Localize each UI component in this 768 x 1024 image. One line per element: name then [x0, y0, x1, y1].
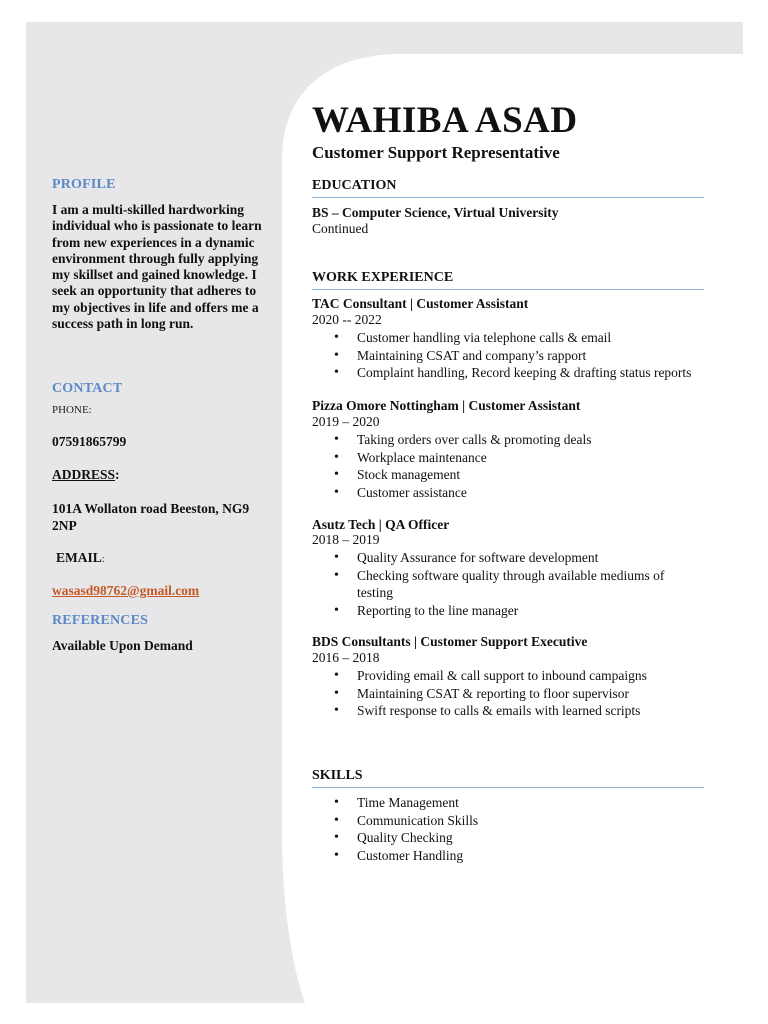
job-duties-list	[312, 667, 647, 720]
address-label-text: ADDRESS	[52, 467, 116, 482]
list-item: • Complaint handling, Record keeping & drafting status reports	[312, 364, 691, 382]
profile-text: I am a multi-skilled hardworking individual who is passionate to learn from new experiences in a dynamic environment through fully applying my skillset and gained knowledge. I seek an opportunity that adheres to my objectives in life and offers me a success path in long run.	[52, 202, 262, 332]
job-title-subtitle: Customer Support Representative	[312, 143, 560, 162]
job-title: Asutz Tech | QA Officer	[312, 517, 450, 532]
list-item: • Maintaining CSAT & reporting to floor supervisor	[312, 685, 647, 703]
job-title: BDS Consultants | Customer Support Executive	[312, 634, 588, 649]
email-label: EMAIL:	[56, 550, 105, 565]
job-title: TAC Consultant | Customer Assistant	[312, 296, 529, 311]
list-item: • Customer Handling	[312, 847, 478, 865]
skills-list	[312, 794, 478, 865]
list-item: • Providing email & call support to inbound campaigns	[312, 667, 647, 685]
references-heading: REFERENCES	[52, 613, 149, 628]
skills-heading: SKILLS	[312, 767, 704, 788]
work-experience-heading: WORK EXPERIENCE	[312, 269, 704, 290]
list-item: • Quality Assurance for software development	[312, 549, 712, 567]
list-item: • Stock management	[312, 466, 592, 484]
address-label: ADDRESS:	[52, 467, 120, 482]
address-value: 101A Wollaton road Beeston, NG9 2NP	[52, 501, 250, 533]
contact-heading: CONTACT	[52, 381, 123, 396]
list-item: • Time Management	[312, 794, 478, 812]
list-item: • Reporting to the line manager	[312, 602, 712, 620]
list-item: • Communication Skills	[312, 812, 478, 830]
references-text: Available Upon Demand	[52, 638, 193, 653]
list-item: • Maintaining CSAT and company’s rapport	[312, 347, 691, 365]
list-item: • Quality Checking	[312, 829, 478, 847]
education-heading: EDUCATION	[312, 177, 704, 198]
phone-label: PHONE:	[52, 404, 92, 416]
email-link[interactable]: wasasd98762@gmail.com	[52, 583, 200, 598]
job-dates: 2020 -- 2022	[312, 312, 382, 327]
list-item: • Swift response to calls & emails with learned scripts	[312, 702, 647, 720]
profile-heading: PROFILE	[52, 177, 116, 192]
list-item: • Customer handling via telephone calls & email	[312, 329, 691, 347]
list-item: • Customer assistance	[312, 484, 592, 502]
job-duties-list	[312, 549, 712, 620]
job-dates: 2019 – 2020	[312, 414, 380, 429]
page-title: WAHIBA ASAD	[312, 100, 578, 141]
job-duties-list	[312, 329, 691, 382]
job-title: Pizza Omore Nottingham | Customer Assistant	[312, 398, 581, 413]
email-value[interactable]	[52, 582, 199, 600]
job-duties-list	[312, 431, 592, 502]
list-item: • Workplace maintenance	[312, 449, 592, 467]
job-dates: 2018 – 2019	[312, 532, 380, 547]
list-item: • Taking orders over calls & promoting deals	[312, 431, 592, 449]
education-degree: BS – Computer Science, Virtual University	[312, 205, 559, 220]
job-dates: 2016 – 2018	[312, 650, 380, 665]
list-item: • Checking software quality through available mediums of testing	[312, 567, 712, 602]
education-status: Continued	[312, 221, 369, 236]
email-label-text: EMAIL	[56, 550, 102, 565]
phone-value: 07591865799	[52, 434, 127, 449]
